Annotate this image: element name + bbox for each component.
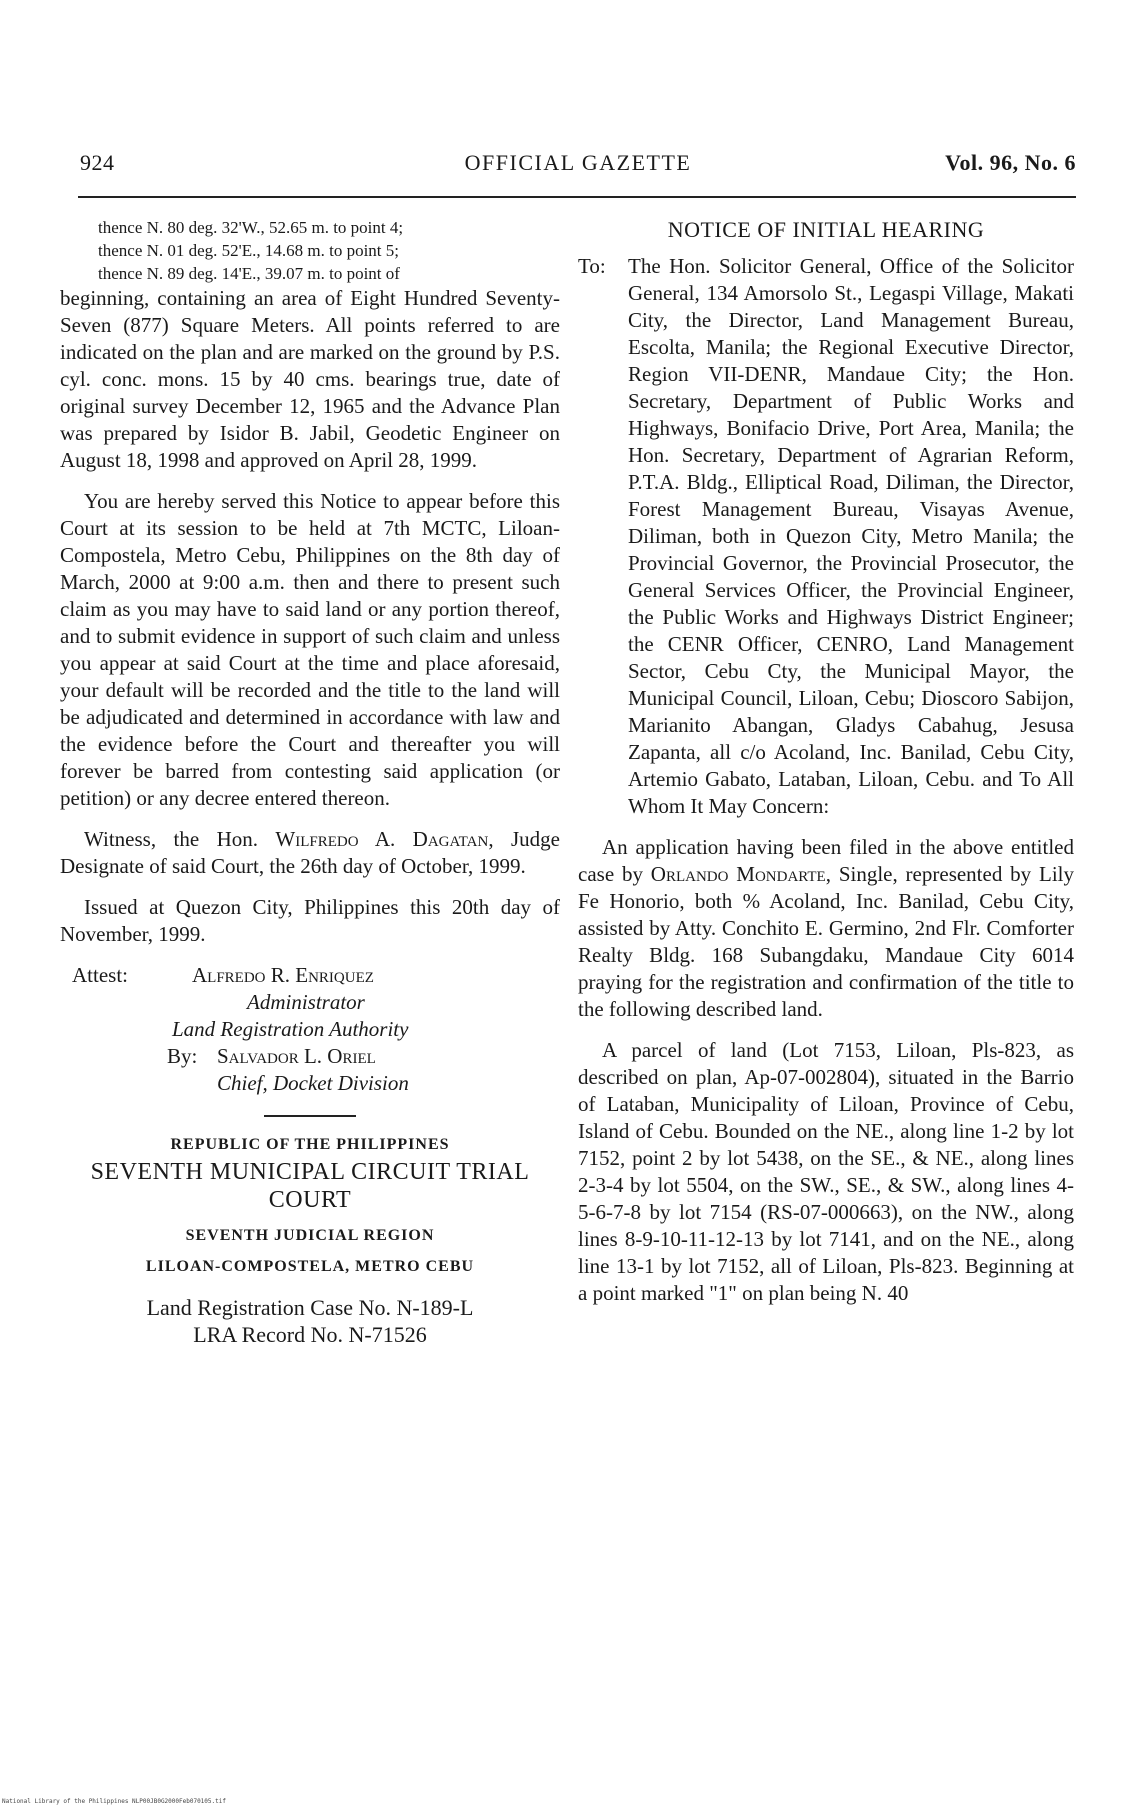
page-header <box>80 150 1076 184</box>
volume-number: Vol. 96, No. 6 <box>945 150 1076 175</box>
addressee-block <box>578 253 1074 820</box>
witness-prefix: Witness, the Hon. <box>84 827 276 851</box>
right-column <box>578 216 1074 1307</box>
judge-name: Wilfredo A. Dagatan <box>275 827 489 851</box>
region-heading: SEVENTH JUDICIAL REGION <box>185 1227 435 1244</box>
attest-name: Alfredo R. Enriquez <box>192 963 374 987</box>
bearing-line: thence N. 89 deg. 14'E., 39.07 m. to point of <box>98 264 400 283</box>
application-prefix: An application having been filed in the above entitled case by <box>578 835 1074 886</box>
by-label: By: <box>167 1044 198 1068</box>
notice-paragraph: You are hereby served this Notice to appear before this Court at its session to be held at 7th MCTC, Liloan-Compostela, Metro Cebu, Philippines on the 8th day of March, 2000 at 9:00 a.m. then and there to present such claim as you may have to said land or any portion thereof, and to submit evidence in support of such claim and unless you appear at said Court at the time and place aforesaid, your default will be recorded and the title to the land will be adjudicated and determined in accordance with law and the evidence before the Court and thereafter you will forever be barred from contesting said application (or petition) or any decree entered thereon. <box>60 489 560 810</box>
by-name: Salvador L. Oriel <box>217 1044 376 1068</box>
republic-heading: REPUBLIC OF THE PHILIPPINES <box>170 1136 450 1153</box>
witness-paragraph <box>60 826 560 880</box>
to-label: To: <box>578 254 606 278</box>
bearing-line: thence N. 01 deg. 52'E., 14.68 m. to point 5; <box>98 241 399 260</box>
court-heading: SEVENTH MUNICIPAL CIRCUIT TRIAL COURT <box>90 1159 530 1213</box>
application-suffix: , Single, represented by Lily Fe Honorio, both % Acoland, Inc. Banilad, Cebu City, assisted by Atty. Conchito E. Germino, 2nd Flr. Comforter Realty Bldg. 168 Subangdaku, Mandaue City 6014 praying for the registration and confirmation of the title to the following described land. <box>578 862 1074 1021</box>
attest-organization: Land Registration Authority <box>172 1017 409 1041</box>
left-column <box>60 216 560 1348</box>
attest-title: Administrator <box>247 990 365 1014</box>
page-number: 924 <box>80 150 115 175</box>
application-paragraph <box>578 834 1074 1023</box>
land-description-paragraph: beginning, containing an area of Eight Hundred Seventy-Seven (877) Square Meters. All points referred to are indicated on the plan and are marked on the ground by P.S. cyl. conc. mons. 15 by 40 cms. bearings true, date of original survey December 12, 1965 and the Advance Plan was prepared by Isidor B. Jabil, Geodetic Engineer on August 18, 1998 and approved on April 28, 1999. <box>60 286 560 472</box>
header-rule <box>78 196 1076 198</box>
issued-paragraph: Issued at Quezon City, Philippines this 20th day of November, 1999. <box>60 895 560 946</box>
section-divider <box>264 1115 356 1117</box>
publication-title: OFFICIAL GAZETTE <box>464 150 692 175</box>
by-title: Chief, Docket Division <box>217 1071 409 1095</box>
notice-title: NOTICE OF INITIAL HEARING <box>667 217 985 242</box>
parcel-paragraph: A parcel of land (Lot 7153, Liloan, Pls-823, as described on plan, Ap-07-002804), situated in the Barrio of Lataban, Municipality of Liloan, Province of Cebu, Island of Cebu. Bounded on the NE., along line 1-2 by lot 7152, point 2 by lot 5438, on the SE., & NE., along lines 2-3-4 by lot 5504, on the SW., SE., & SW., along lines 4-5-6-7-8 by lot 7154 (RS-07-000663), on the NW., along lines 8-9-10-11-12-13 by lot 7141, and on the NE., along line 13-1 by lot 7152, all of Liloan, Pls-823. Beginning at a point marked "1" on plan being N. 40 <box>578 1038 1074 1305</box>
location-heading: LILOAN-COMPOSTELA, METRO CEBU <box>145 1258 475 1275</box>
lra-record-number: LRA Record No. N-71526 <box>193 1322 427 1347</box>
attest-block <box>60 962 560 1097</box>
applicant-name: Orlando Mondarte <box>650 862 826 886</box>
witness-suffix: , Judge Designate of said Court, the 26th day of October, 1999. <box>60 827 560 878</box>
attest-label: Attest: <box>72 963 128 987</box>
scan-footer: National Library of the Philippines NLP00JB0G2000Feb070105.tif <box>2 1798 226 1805</box>
case-number: Land Registration Case No. N-189-L <box>146 1295 474 1320</box>
bearing-line: thence N. 80 deg. 32'W., 52.65 m. to point 4; <box>98 218 404 237</box>
addressee-list: The Hon. Solicitor General, Office of the Solicitor General, 134 Amorsolo St., Legaspi Village, Makati City, the Director, Land Management Bureau, Escolta, Manila; the Regional Executive Director, Region VII-DENR, Mandaue City; the Hon. Secretary, Department of Public Works and Highways, Bonifacio Drive, Port Area, Manila; the Hon. Secretary, Department of Agrarian Reform, P.T.A. Bldg., Elliptical Road, Diliman, the Director, Forest Management Bureau, Visayas Avenue, Diliman, both in Quezon City, Metro Manila; the Provincial Governor, the Provincial Prosecutor, the General Services Officer, the Provincial Engineer, the Public Works and Highways District Engineer; the CENR Officer, CENRO, Land Management Sector, Cebu Cty, the Municipal Mayor, the Municipal Council, Liloan, Cebu; Dioscoro Sabijon, Marianito Abangan, Gladys Cabahug, Jesusa Zapanta, all c/o Acoland, Inc. Banilad, Cebu City, Artemio Gabato, Lataban, Liloan, Cebu. and To All Whom It May Concern: <box>628 254 1074 818</box>
